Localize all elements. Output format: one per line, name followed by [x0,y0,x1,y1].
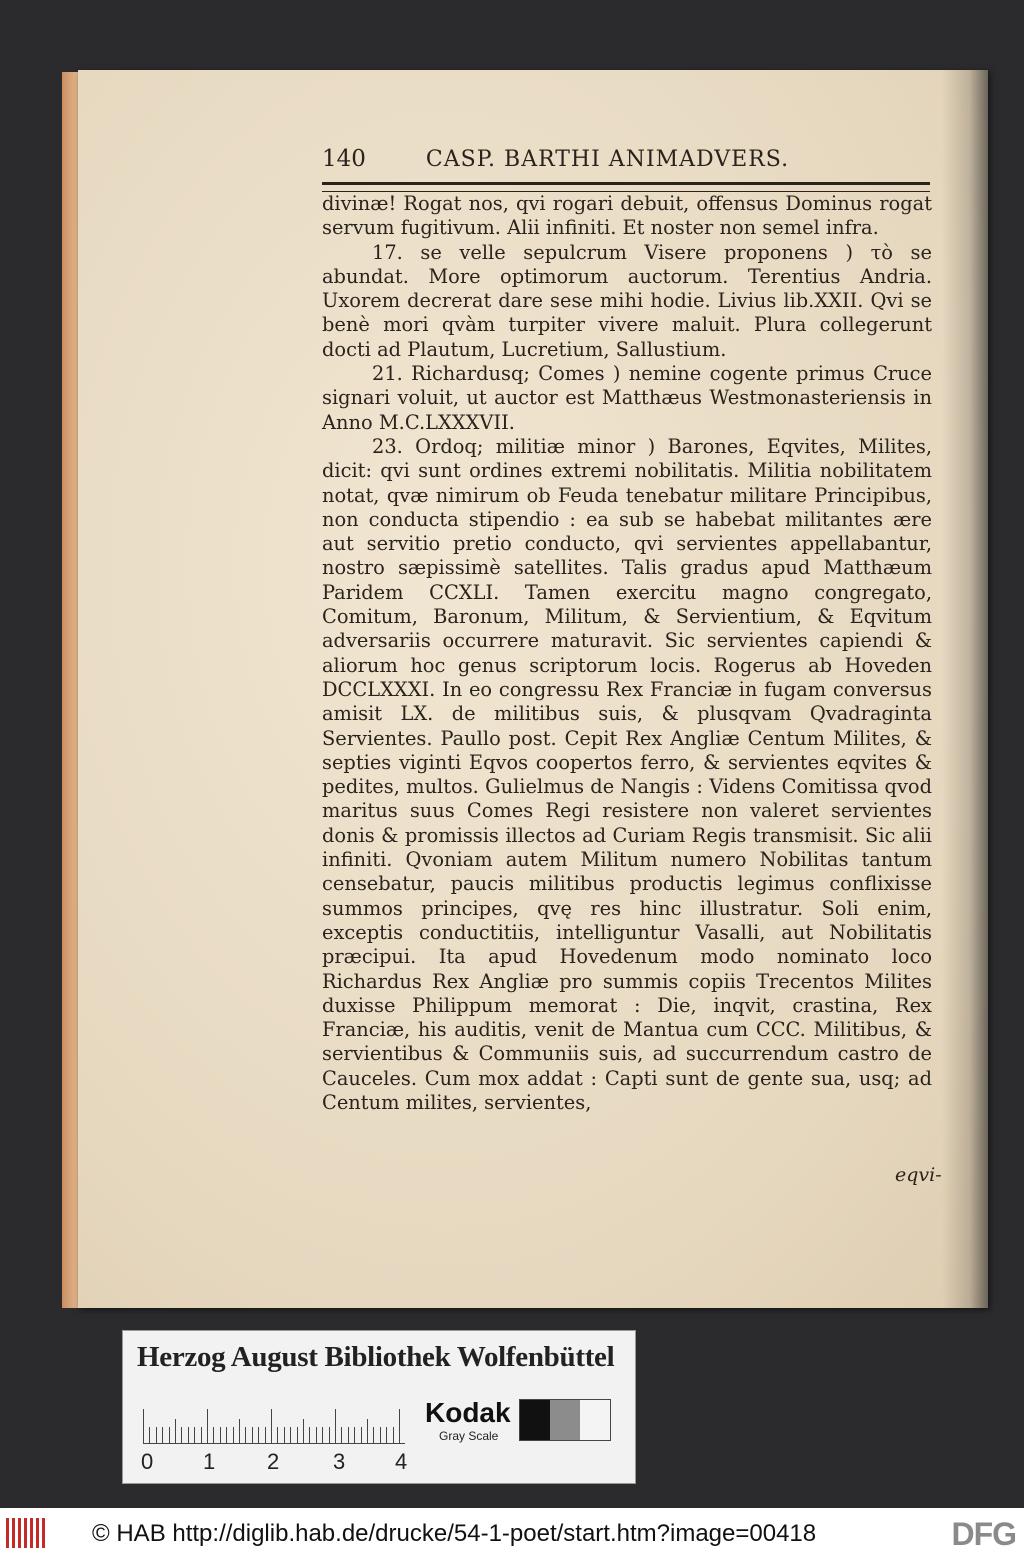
ruler-tick [149,1427,150,1443]
ruler-tick [188,1427,189,1443]
kodak-logo: Kodak [425,1397,511,1428]
ruler-tick [239,1419,240,1443]
ruler-tick [169,1427,170,1443]
ruler-number: 2 [267,1449,280,1474]
ruler-number: 1 [203,1449,216,1474]
ruler-tick [207,1409,208,1443]
ruler-tick [367,1419,368,1443]
page-header [322,146,932,182]
dfg-logo: DFG [951,1516,1016,1552]
ruler-tick [181,1427,182,1443]
ruler-tick [386,1427,387,1443]
ruler-tick [297,1427,298,1443]
swatch-black [520,1400,550,1440]
ruler-tick [258,1427,259,1443]
ruler-tick [309,1427,310,1443]
ruler-tick [341,1427,342,1443]
ruler-tick [245,1427,246,1443]
paragraph: 23. Ordoq; militiæ minor ) Barones, Eqvites, Milites, dicit: qvi sunt ordines extremi nobilitatis. Militia nobilitatem notat, qvæ nimirum ob Feuda tenebatur militare Principibus, non conducta stipendio : ea sub se habebat militantes ære aut servitio pretio conducto, qvi servientes appellabantur, nostro sæpissimè satellites. Talis gradus apud Matthæum Paridem CCXLI. Tamen exercitu magno congregato, Comitum, Baronum, Militum, & Servientium, & Eqvitum adversariis occurrere maturavit. Sic servientes capiendi & aliorum hoc genus scriptorum locis. Rogerus ab Hoveden DCCLXXXI. In eo congressu Rex Franciæ in fugam conversus amisit LX. de militibus suis, & plusqvam Qvadraginta Servientes. Paullo post. Cepit Rex Angliæ Centum Milites, & septies viginti Eqvos coopertos ferro, & servientes eqvites & pedites, multos. Gulielmus de Nangis : Videns Comitissa qvod maritus suus Comes Regi resistere non valeret servientes donis & promissis illectos ad Curiam Regis transmisit. Sic alii infiniti. Qvoniam autem Militum numero Nobilitas tantum censebatur, paucis militibus productis legimus conflixisse summos principes, qvę res hinc illustratur. Soli enim, exceptis conductitiis, intelliguntur Vasalli, aut Nobilitatis præcipui. Ita apud Hovedenum modo nominato loco Richardus Rex Angliæ pro summis copiis Trecentos Milites duxisse Philippum memorat : Die, inqvit, crastina, Rex Franciæ, his auditis, venit de Mantua cum CCC. Militibus, & servientibus & Communiis suis, ad succurrendum castro de Cauceles. Cum mox addat : Capti sunt de gente sua, usq; ad Centum milites, servientes, [322,434,932,1114]
ruler-tick [220,1427,221,1443]
ruler-number: 3 [333,1449,346,1474]
ruler-tick [271,1409,272,1443]
ruler-tick [175,1419,176,1443]
page-number: 140 [322,146,366,172]
running-head: CASP. BARTHI ANIMADVERS. [425,147,790,172]
ruler-number: 4 [395,1449,408,1474]
ruler-tick [329,1427,330,1443]
copyright-url[interactable]: © HAB http://diglib.hab.de/drucke/54-1-poet/start.htm?image=00418 [92,1520,817,1547]
ruler-tick [380,1427,381,1443]
paragraph: 17. se velle sepulcrum Visere proponens ) τὸ se abundat. More optimorum auctorum. Terentius Andria. Uxorem decrerat dare sese mihi hodie. Livius lib.XXII. Qvi se benè mori qvàm turpiter vivere maluit. Plura collegerunt docti ad Plautum, Lucretium, Sallustium. [322,240,932,361]
paragraph: 21. Richardusq; Comes ) nemine cogente primus Cruce signari voluit, ut auctor est Matthæus Westmonasteriensis in Anno M.C.LXXXVII. [322,362,932,434]
ruler-number: 0 [141,1449,154,1474]
ruler-tick [156,1427,157,1443]
ruler-tick [265,1427,266,1443]
ruler-tick [335,1409,336,1443]
ruler-tick [399,1409,400,1443]
ruler-tick [284,1427,285,1443]
ruler-tick [162,1427,163,1443]
ruler-tick [348,1427,349,1443]
body-text [322,192,932,1115]
paragraph: divinæ! Rogat nos, qvi rogari debuit, offensus Dominus rogat servum fugitivum. Alii infiniti. Et noster non semel infra. [322,192,932,240]
ruler-tick [194,1427,195,1443]
swatch-white [580,1400,610,1440]
ruler-tick [354,1427,355,1443]
swatch-gray [550,1400,580,1440]
ruler [143,1403,405,1444]
ruler-tick [393,1427,394,1443]
ruler-tick [373,1427,374,1443]
ruler-tick [213,1427,214,1443]
ruler-tick [361,1427,362,1443]
ruler-tick [290,1427,291,1443]
ruler-numbers [137,1449,437,1475]
hab-logo-icon [6,1518,48,1548]
ruler-tick [322,1427,323,1443]
card-title: Herzog August Bibliothek Wolfenbüttel [137,1341,615,1373]
header-rule [322,182,930,192]
ruler-tick [252,1427,253,1443]
catchword: eqvi- [895,1164,942,1186]
footer-bar [0,1508,1024,1557]
ruler-tick [277,1427,278,1443]
ruler-tick [316,1427,317,1443]
ruler-tick [143,1409,144,1443]
gray-swatches [519,1399,611,1441]
ruler-tick [226,1427,227,1443]
page-curl-shadow [942,70,988,1308]
ruler-tick [303,1419,304,1443]
ruler-tick [201,1427,202,1443]
gray-scale-label: Gray Scale [439,1429,499,1443]
color-calibration-card [122,1330,636,1484]
ruler-tick [233,1427,234,1443]
